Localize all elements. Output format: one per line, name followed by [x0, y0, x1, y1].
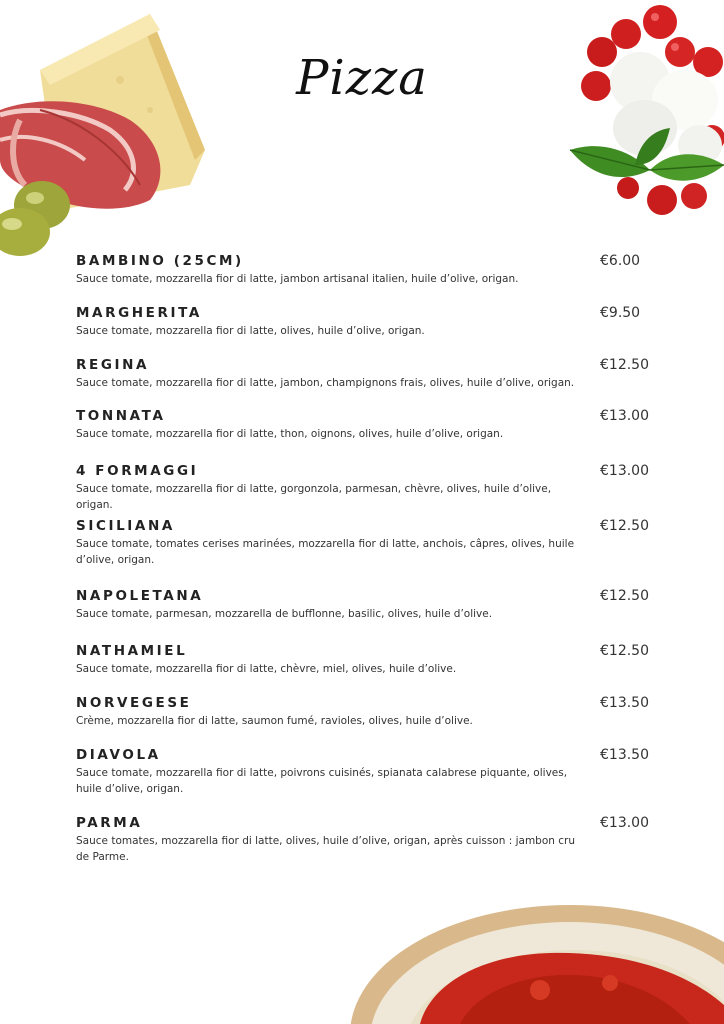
menu-item — [76, 695, 648, 730]
menu-item-description: Sauce tomate, mozzarella fior di latte, olives, huile d’olive, origan. — [76, 325, 425, 337]
menu-item — [76, 408, 648, 443]
page-title: Pizza — [296, 50, 428, 106]
menu-item-description: Sauce tomate, mozzarella fior di latte, poivrons cuisinés, spianata calabrese piquante, olives, huile d’olive, origan. — [76, 767, 568, 795]
menu-item-description: Sauce tomate, mozzarella fior di latte, jambon artisanal italien, huile d’olive, origan. — [76, 273, 519, 285]
menu-item-name: SICILIANA — [76, 518, 175, 534]
menu-item-price: €12.50 — [600, 518, 649, 534]
menu-item-description: Sauce tomate, mozzarella fior di latte, gorgonzola, parmesan, chèvre, olives, huile d’olive, origan. — [76, 483, 552, 511]
menu-item-price: €13.00 — [600, 408, 649, 424]
menu-item-description: Sauce tomate, mozzarella fior di latte, jambon, champignons frais, olives, huile d’olive, origan. — [76, 377, 575, 389]
menu-item — [76, 815, 648, 865]
menu-item-name: PARMA — [76, 815, 143, 831]
menu-item-name: DIAVOLA — [76, 747, 161, 763]
menu-item-description: Sauce tomate, mozzarella fior di latte, chèvre, miel, olives, huile d’olive. — [76, 663, 457, 675]
menu-item-name: 4 FORMAGGI — [76, 463, 199, 479]
menu-item-description: Sauce tomates, mozzarella fior di latte, olives, huile d’olive, origan, après cuisson : jambon cru de Parme. — [76, 835, 576, 863]
menu-item-name: NORVEGESE — [76, 695, 192, 711]
menu-item-price: €13.00 — [600, 815, 649, 831]
menu-item-description: Crème, mozzarella fior di latte, saumon fumé, ravioles, olives, huile d’olive. — [76, 715, 473, 727]
menu-item-price: €9.50 — [600, 305, 641, 321]
menu-item — [76, 253, 648, 288]
menu-item-name: MARGHERITA — [76, 305, 202, 321]
menu-item-price: €12.50 — [600, 357, 649, 373]
menu-item — [76, 305, 648, 340]
menu-item — [76, 518, 648, 568]
menu-item-description: Sauce tomate, tomates cerises marinées, mozzarella fior di latte, anchois, câpres, olives, huile d’olive, origan. — [76, 538, 575, 566]
menu-item-name: NATHAMIEL — [76, 643, 188, 659]
menu-item-price: €12.50 — [600, 588, 649, 604]
menu-item — [76, 643, 648, 678]
menu-item-name: REGINA — [76, 357, 150, 373]
menu-item-price: €6.00 — [600, 253, 641, 269]
menu-item-price: €13.50 — [600, 695, 649, 711]
menu-item-name: BAMBINO (25CM) — [76, 253, 244, 269]
menu-item — [76, 463, 648, 513]
menu-item-price: €12.50 — [600, 643, 649, 659]
menu-item-description: Sauce tomate, mozzarella fior di latte, thon, oignons, olives, huile d’olive, origan. — [76, 428, 504, 440]
menu-item — [76, 357, 648, 392]
menu-item — [76, 747, 648, 797]
menu-item-price: €13.50 — [600, 747, 649, 763]
menu-item-description: Sauce tomate, parmesan, mozzarella de bufflonne, basilic, olives, huile d’olive. — [76, 608, 493, 620]
menu-item-name: NAPOLETANA — [76, 588, 204, 604]
menu-item-price: €13.00 — [600, 463, 649, 479]
menu-item — [76, 588, 648, 623]
menu-item-name: TONNATA — [76, 408, 166, 424]
